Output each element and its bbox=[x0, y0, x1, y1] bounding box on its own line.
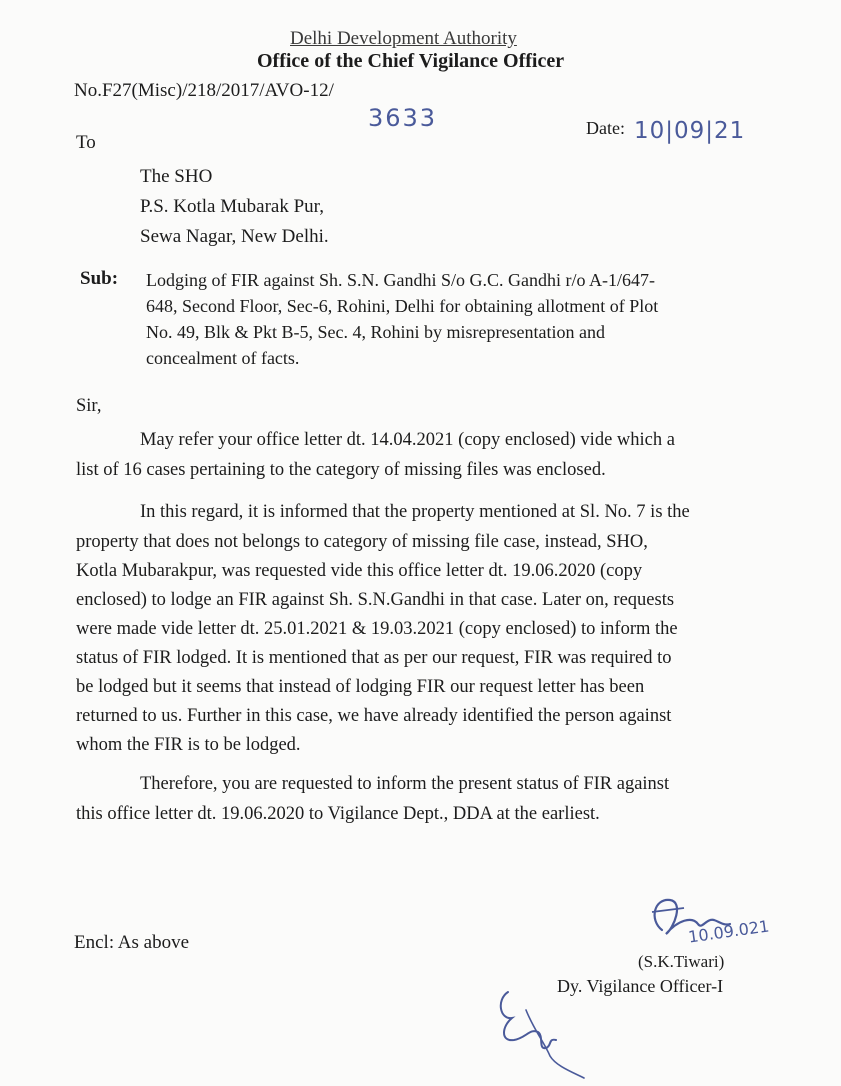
addressee-line: P.S. Kotla Mubarak Pur, bbox=[140, 196, 324, 217]
date-label: Date: bbox=[586, 118, 625, 138]
body-line: list of 16 cases pertaining to the category of missing files was enclosed. bbox=[76, 460, 606, 480]
body-line: May refer your office letter dt. 14.04.2021 (copy enclosed) vide which a bbox=[140, 430, 675, 450]
body-line: In this regard, it is informed that the property mentioned at Sl. No. 7 is the bbox=[140, 502, 690, 522]
signatory-name: (S.K.Tiwari) bbox=[638, 952, 725, 971]
organization-name: Delhi Development Authority bbox=[290, 28, 517, 49]
subject-line: No. 49, Blk & Pkt B-5, Sec. 4, Rohini by misrepresentation and bbox=[146, 322, 605, 342]
body-line: returned to us. Further in this case, we have already identified the person against bbox=[76, 706, 672, 726]
subject-line: concealment of facts. bbox=[146, 348, 300, 368]
body-line: this office letter dt. 19.06.2020 to Vigilance Dept., DDA at the earliest. bbox=[76, 804, 600, 824]
body-line: enclosed) to lodge an FIR against Sh. S.N.Gandhi in that case. Later on, requests bbox=[76, 590, 675, 610]
signature-date: 10.09.021 bbox=[687, 916, 771, 947]
body-line: whom the FIR is to be lodged. bbox=[76, 735, 301, 755]
handwritten-date: 10|09|21 bbox=[634, 118, 746, 144]
salutation: Sir, bbox=[76, 396, 102, 416]
subject-line: Lodging of FIR against Sh. S.N. Gandhi S/o G.C. Gandhi r/o A-1/647- bbox=[146, 270, 655, 290]
initials-scribble bbox=[486, 980, 596, 1080]
subject-label: Sub: bbox=[80, 268, 119, 289]
body-line: status of FIR lodged. It is mentioned that as per our request, FIR was required to bbox=[76, 648, 672, 668]
body-line: were made vide letter dt. 25.01.2021 & 19.03.2021 (copy enclosed) to inform the bbox=[76, 619, 678, 639]
body-line: be lodged but it seems that instead of lodging FIR our request letter has been bbox=[76, 677, 645, 697]
handwritten-reference-number: 3633 bbox=[368, 104, 438, 132]
body-line: property that does not belongs to category of missing file case, instead, SHO, bbox=[76, 532, 648, 552]
to-label: To bbox=[76, 132, 96, 153]
body-line: Therefore, you are requested to inform the present status of FIR against bbox=[140, 774, 670, 794]
signatory-designation: Dy. Vigilance Officer-I bbox=[557, 976, 724, 996]
subject-line: 648, Second Floor, Sec-6, Rohini, Delhi for obtaining allotment of Plot bbox=[146, 296, 659, 316]
enclosure-note: Encl: As above bbox=[74, 932, 190, 953]
office-title: Office of the Chief Vigilance Officer bbox=[257, 50, 565, 72]
addressee-line: Sewa Nagar, New Delhi. bbox=[140, 226, 329, 247]
body-line: Kotla Mubarakpur, was requested vide this office letter dt. 19.06.2020 (copy bbox=[76, 561, 643, 581]
reference-number: No.F27(Misc)/218/2017/AVO-12/ bbox=[74, 80, 334, 101]
addressee-line: The SHO bbox=[140, 166, 213, 187]
